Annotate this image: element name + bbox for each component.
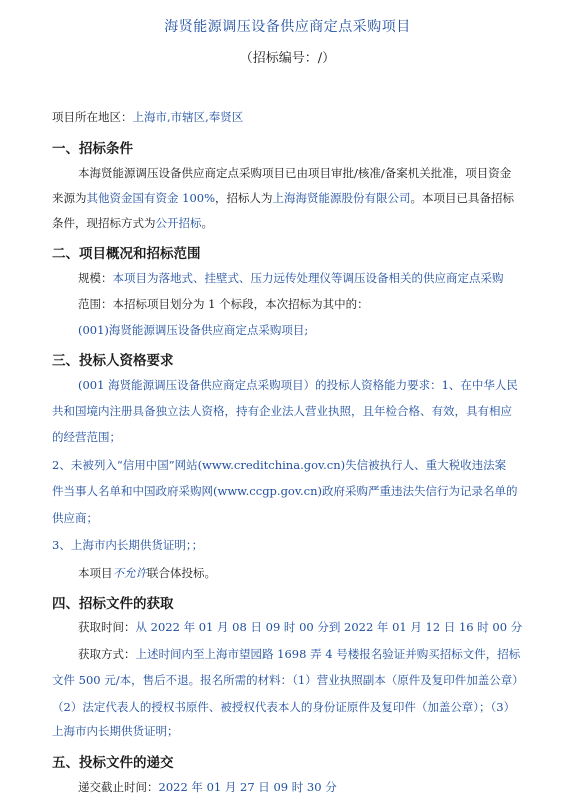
obtain-method-line-3: （2）法定代表人的授权书原件、被授权代表本人的身份证原件及复印件（加盖公章）；（3） [52,700,516,714]
tender-method: 公开招标 [155,216,202,230]
obtain-time-label: 获取时间： [78,620,136,634]
tender-number: （招标编号：/） [239,51,336,66]
section-heading-qualification: 三、投标人资格要求 [52,353,174,369]
qualification-line-2: 共和国境内注册具备独立法人资格，持有企业法人营业执照，且年检合格、有效，具有相应 [52,404,512,418]
text-span: ，招标人为 [215,191,273,205]
qualification-line-4: 2、未被列入“信用中国”网站(www.creditchina.gov.cn)失信被执行人、重大税收违法案 [52,458,507,472]
obtain-time-value: 从 2022 年 01 月 08 日 09 时 00 分到 2022 年 01 月 12 日 16 时 00 分 [135,620,523,634]
qualification-line-7: 3、上海市内长期供货证明；； [52,538,204,552]
qualification-line-6: 供应商； [52,511,98,525]
conditions-line-2 [52,190,514,206]
consortium-line [78,565,216,581]
text-span: 来源为 [52,191,87,205]
conditions-line-3 [52,215,213,231]
qualification-line-1: (001 海贤能源调压设备供应商定点采购项目）的投标人资格能力要求：1、在中华人民 [78,378,518,392]
scale-label: 规模： [78,271,113,285]
obtain-time-line [78,619,522,635]
text-span: 本项目 [78,566,113,580]
qualification-line-5: 件当事人名单和中国政府采购网(www.ccgp.gov.cn)政府采购严重违法失信行为记录名单的 [52,484,518,498]
conditions-line-1: 本海贤能源调压设备供应商定点采购项目已由项目审批/核准/备案机关批准，项目资金 [78,166,512,180]
scale-value: 本项目为落地式、挂壁式、压力远传处理仪等调压设备相关的供应商定点采购 [112,271,504,285]
text-span: 条件，现招标方式为 [52,216,156,230]
obtain-method-line-2: 文件 500 元/本，售后不退。报名所需的材料：（1）营业执照副本（原件及复印件加盖公章） [52,673,524,687]
text-span: 。 [201,216,213,230]
obtain-method-line-4: 上海市内长期供货证明； [52,724,179,738]
lot-line: (001)海贤能源调压设备供应商定点采购项目; [78,323,309,337]
region-value: 上海市,市辖区,奉贤区 [132,110,244,124]
scale-line [78,270,504,286]
section-heading-submission: 五、投标文件的递交 [52,755,174,771]
obtain-method-text: 上述时间内至上海市望园路 1698 弄 4 号楼报名验证并购买招标文件，招标 [135,647,521,661]
project-region [52,109,243,125]
consortium-policy: 不允许 [112,566,147,580]
qualification-line-3: 的经营范围； [52,430,121,444]
obtain-method-line-1 [78,646,520,662]
section-heading-overview: 二、项目概况和招标范围 [52,246,201,262]
obtain-method-label: 获取方式： [78,647,136,661]
section-heading-obtain: 四、招标文件的获取 [52,596,174,612]
range-line: 范围：本招标项目划分为 1 个标段，本次招标为其中的： [78,297,369,311]
deadline-line [78,779,337,795]
deadline-value: 2022 年 01 月 27 日 09 时 30 分 [158,780,337,794]
fund-source: 其他资金国有资金 100% [86,191,216,205]
tenderer-name: 上海海贤能源股份有限公司 [272,191,411,205]
document-title: 海贤能源调压设备供应商定点采购项目 [164,19,411,35]
section-heading-conditions: 一、招标条件 [52,141,133,157]
text-span: 联合体投标。 [147,566,216,580]
text-span: 。本项目已具备招标 [410,191,515,205]
region-label: 项目所在地区： [52,110,133,124]
deadline-label: 递交截止时间： [78,780,159,794]
